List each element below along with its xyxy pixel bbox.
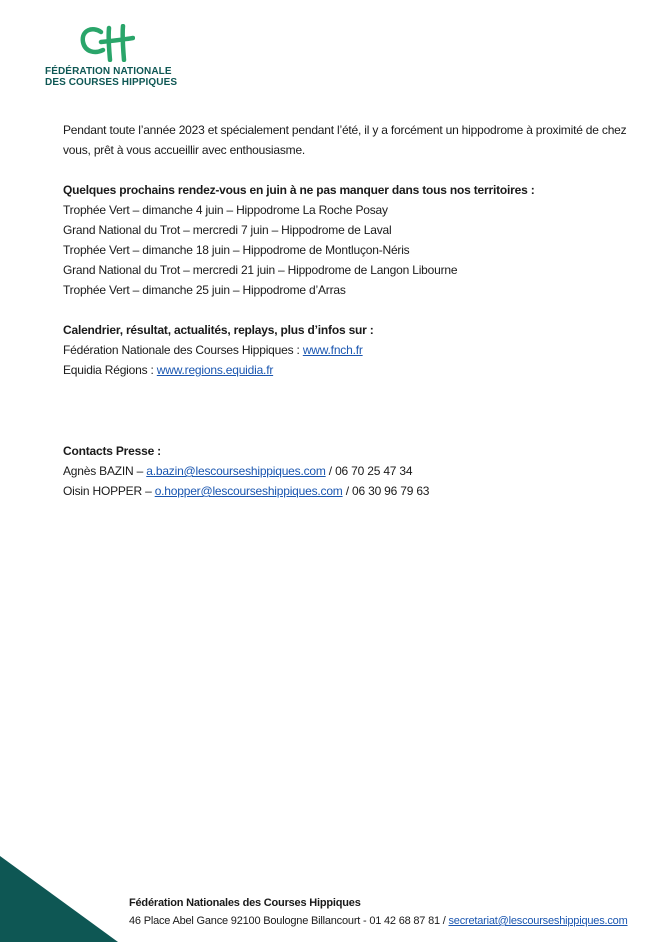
ch-logo-mark-icon xyxy=(79,24,135,62)
event-item: Grand National du Trot – mercredi 21 juin – Hippodrome de Langon Libourne xyxy=(63,263,458,277)
contact-1-name: Agnès BAZIN – xyxy=(63,464,147,478)
contact-2-phone: / 06 30 96 79 63 xyxy=(342,484,430,498)
equidia-line xyxy=(63,360,623,380)
event-item: Trophée Vert – dimanche 25 juin – Hippodrome d’Arras xyxy=(63,283,346,297)
footer-corner-decoration xyxy=(0,856,118,942)
contacts-heading: Contacts Presse : xyxy=(63,444,161,458)
intro-paragraph xyxy=(63,120,627,160)
contact-1-email-link[interactable]: a.bazin@lescourseshippiques.com xyxy=(146,464,326,478)
info-heading: Calendrier, résultat, actualités, replays, plus d’infos sur : xyxy=(63,323,374,337)
press-contacts-section xyxy=(63,441,623,501)
logo-line-1: FÉDÉRATION NATIONALE xyxy=(45,66,172,77)
contact-line-2 xyxy=(63,481,623,501)
fnch-link[interactable]: www.fnch.fr xyxy=(302,343,363,357)
info-section xyxy=(63,320,623,380)
logo-line-2: DES COURSES HIPPIQUES xyxy=(45,77,178,88)
event-item: Grand National du Trot – mercredi 7 juin – Hippodrome de Laval xyxy=(63,223,392,237)
contact-2-email-link[interactable]: o.hopper@lescourseshippiques.com xyxy=(154,484,343,498)
equidia-link[interactable]: www.regions.equidia.fr xyxy=(156,363,274,377)
footer-org-name: Fédération Nationales des Courses Hippiques xyxy=(129,897,361,909)
event-item: Trophée Vert – dimanche 4 juin – Hippodrome La Roche Posay xyxy=(63,203,388,217)
footer-address: 46 Place Abel Gance 92100 Boulogne Billancourt - 01 42 68 87 81 / xyxy=(129,915,449,927)
footer-email-link[interactable]: secretariat@lescourseshippiques.com xyxy=(448,915,628,927)
contact-1-phone: / 06 70 25 47 34 xyxy=(325,464,413,478)
contact-2-name: Oisin HOPPER – xyxy=(63,484,155,498)
intro-line-1: Pendant toute l’année 2023 et spécialement pendant l’été, il y a forcément un hippodrome à proximité de chez xyxy=(63,123,627,137)
footer-address-line xyxy=(129,912,628,930)
events-heading: Quelques prochains rendez-vous en juin à ne pas manquer dans tous nos territoires : xyxy=(63,183,535,197)
events-section xyxy=(63,180,623,300)
contact-line-1 xyxy=(63,461,623,481)
fnch-label: Fédération Nationale des Courses Hippiques : xyxy=(63,343,303,357)
event-item: Trophée Vert – dimanche 18 juin – Hippodrome de Montluçon-Néris xyxy=(63,243,410,257)
equidia-label: Equidia Régions : xyxy=(63,363,157,377)
intro-line-2: vous, prêt à vous accueillir avec enthousiasme. xyxy=(63,143,306,157)
fnch-line xyxy=(63,340,623,360)
footer xyxy=(129,894,628,930)
